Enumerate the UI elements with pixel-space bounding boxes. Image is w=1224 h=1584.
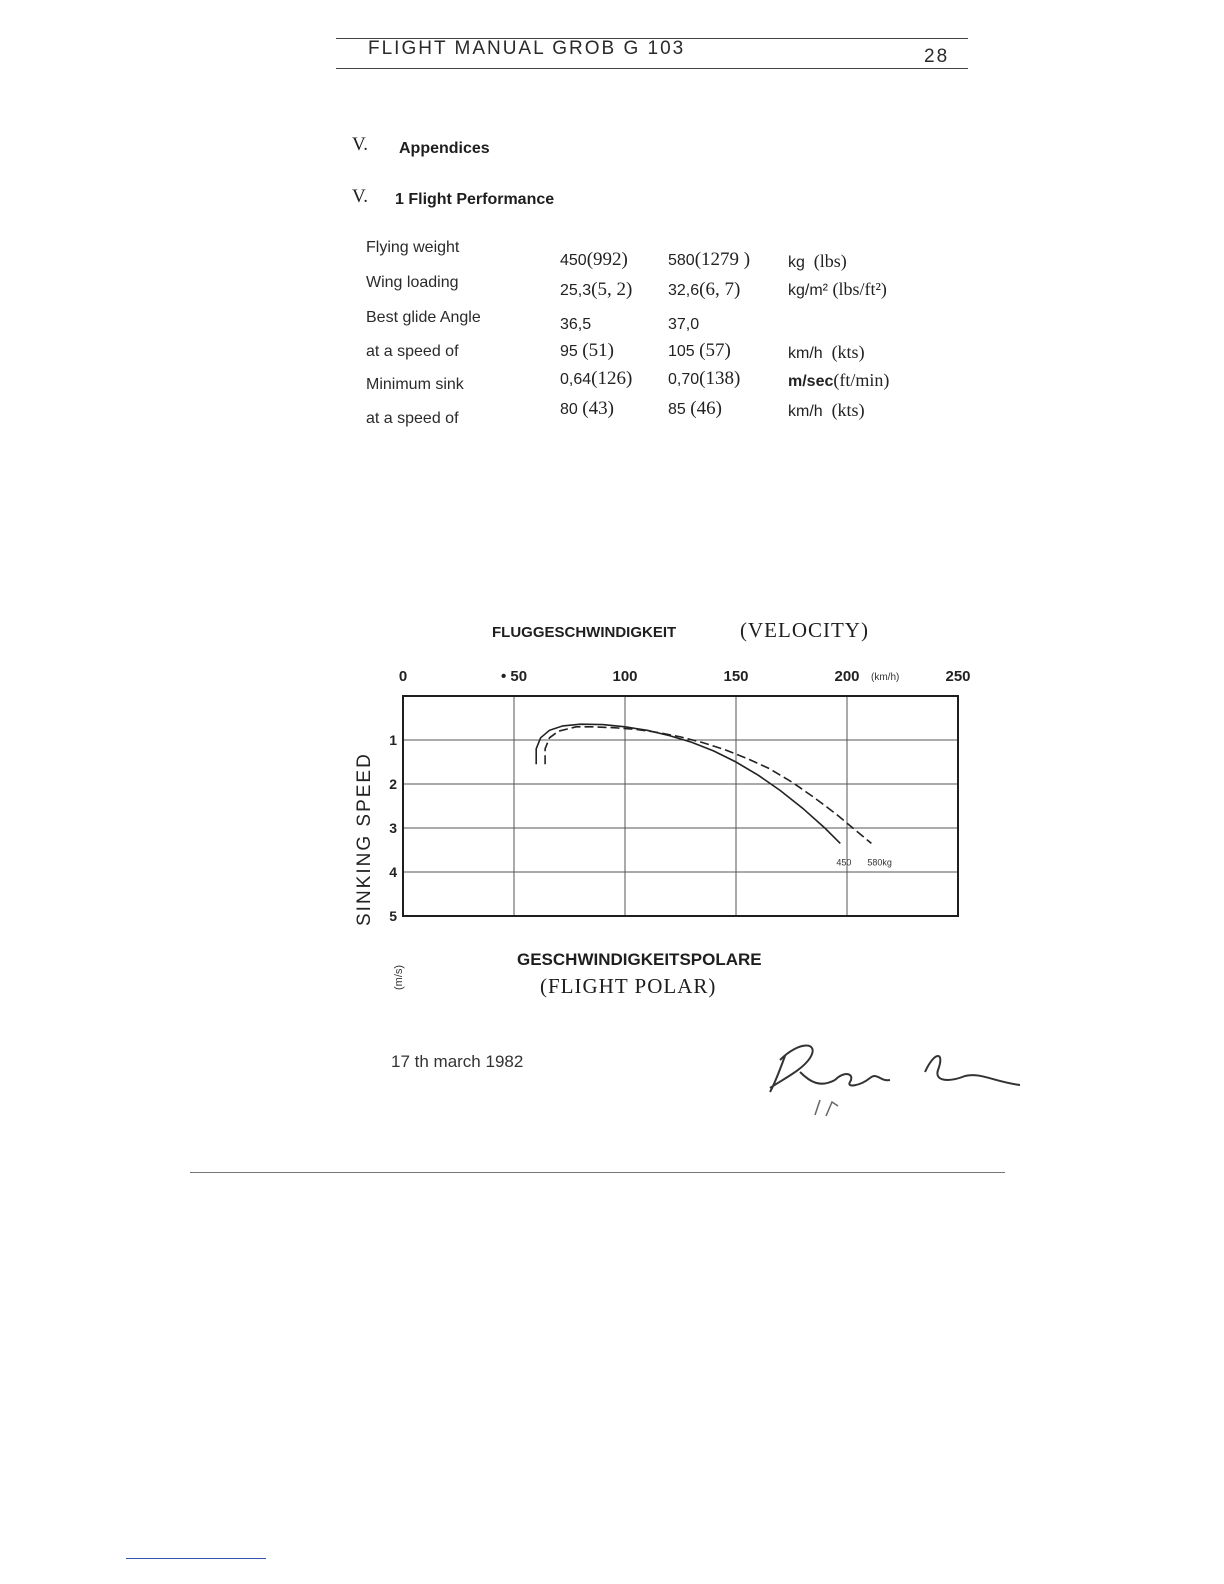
y-axis-label: SINKING SPEED [354, 752, 375, 926]
y-tick-labels [389, 732, 397, 924]
x-axis-unit: (km/h) [871, 672, 900, 683]
x-tick-label: 150 [723, 668, 749, 685]
page-number: 28 [924, 46, 950, 67]
subsection-number: V. [352, 186, 369, 207]
value-450: 80 (43) [560, 398, 614, 419]
value-580: 105 (57) [668, 340, 731, 361]
row-label: Flying weight [366, 239, 460, 256]
y-tick-label: 5 [389, 908, 397, 924]
manual-title: FLIGHT MANUAL GROB G 103 [368, 38, 686, 59]
value-450: 36,5 [560, 316, 592, 333]
document-date: 17 th march 1982 [391, 1052, 524, 1071]
row-label: Best glide Angle [366, 309, 481, 326]
unit: km/h (kts) [788, 342, 865, 362]
x-tick-label: 100 [612, 668, 638, 685]
chart-subtitle-english: (FLIGHT POLAR) [540, 974, 717, 998]
value-580: 37,0 [668, 316, 700, 333]
x-tick-label: 0 [398, 668, 408, 685]
row-label: at a speed of [366, 343, 459, 360]
value-450: 95 (51) [560, 340, 614, 361]
unit: kg (lbs) [788, 251, 847, 271]
chart-subtitle: GESCHWINDIGKEITSPOLARE [517, 950, 762, 969]
unit: kg/m² (lbs/ft²) [788, 279, 887, 299]
x-tick-label: 250 [945, 668, 971, 685]
y-tick-label: 4 [389, 864, 397, 880]
value-450: 450(992) [560, 249, 628, 270]
row-label: Minimum sink [366, 376, 464, 393]
y-tick-label: 3 [389, 820, 397, 836]
value-580: 32,6(6, 7) [668, 279, 741, 300]
section-number: V. [352, 134, 369, 155]
value-580: 580(1279 ) [668, 249, 751, 270]
subsection-title: 1 Flight Performance [395, 191, 555, 208]
plot-frame [403, 696, 958, 916]
y-tick-label: 1 [389, 732, 397, 748]
series-label: 580kg [867, 857, 892, 868]
y-axis-unit: (m/s) [393, 964, 405, 990]
chart-title: FLUGGESCHWINDIGKEIT [492, 624, 677, 641]
row-label: Wing loading [366, 274, 459, 291]
value-450: 0,64(126) [560, 368, 633, 389]
x-tick-label: • 50 [500, 668, 528, 685]
y-tick-label: 2 [389, 776, 397, 792]
series-labels [836, 857, 892, 867]
value-580: 0,70(138) [668, 368, 741, 389]
unit: m/sec(ft/min) [788, 370, 890, 390]
section-title: Appendices [399, 140, 490, 157]
x-tick-label: 200 [834, 668, 860, 685]
row-label: at a speed of [366, 410, 459, 427]
chart-title-english: (VELOCITY) [740, 618, 869, 642]
value-580: 85 (46) [668, 398, 722, 419]
series-label: 450 [836, 857, 852, 868]
unit: km/h (kts) [788, 400, 865, 420]
chart-grid [403, 696, 958, 916]
signature [740, 1030, 1040, 1120]
value-450: 25,3(5, 2) [560, 279, 633, 300]
